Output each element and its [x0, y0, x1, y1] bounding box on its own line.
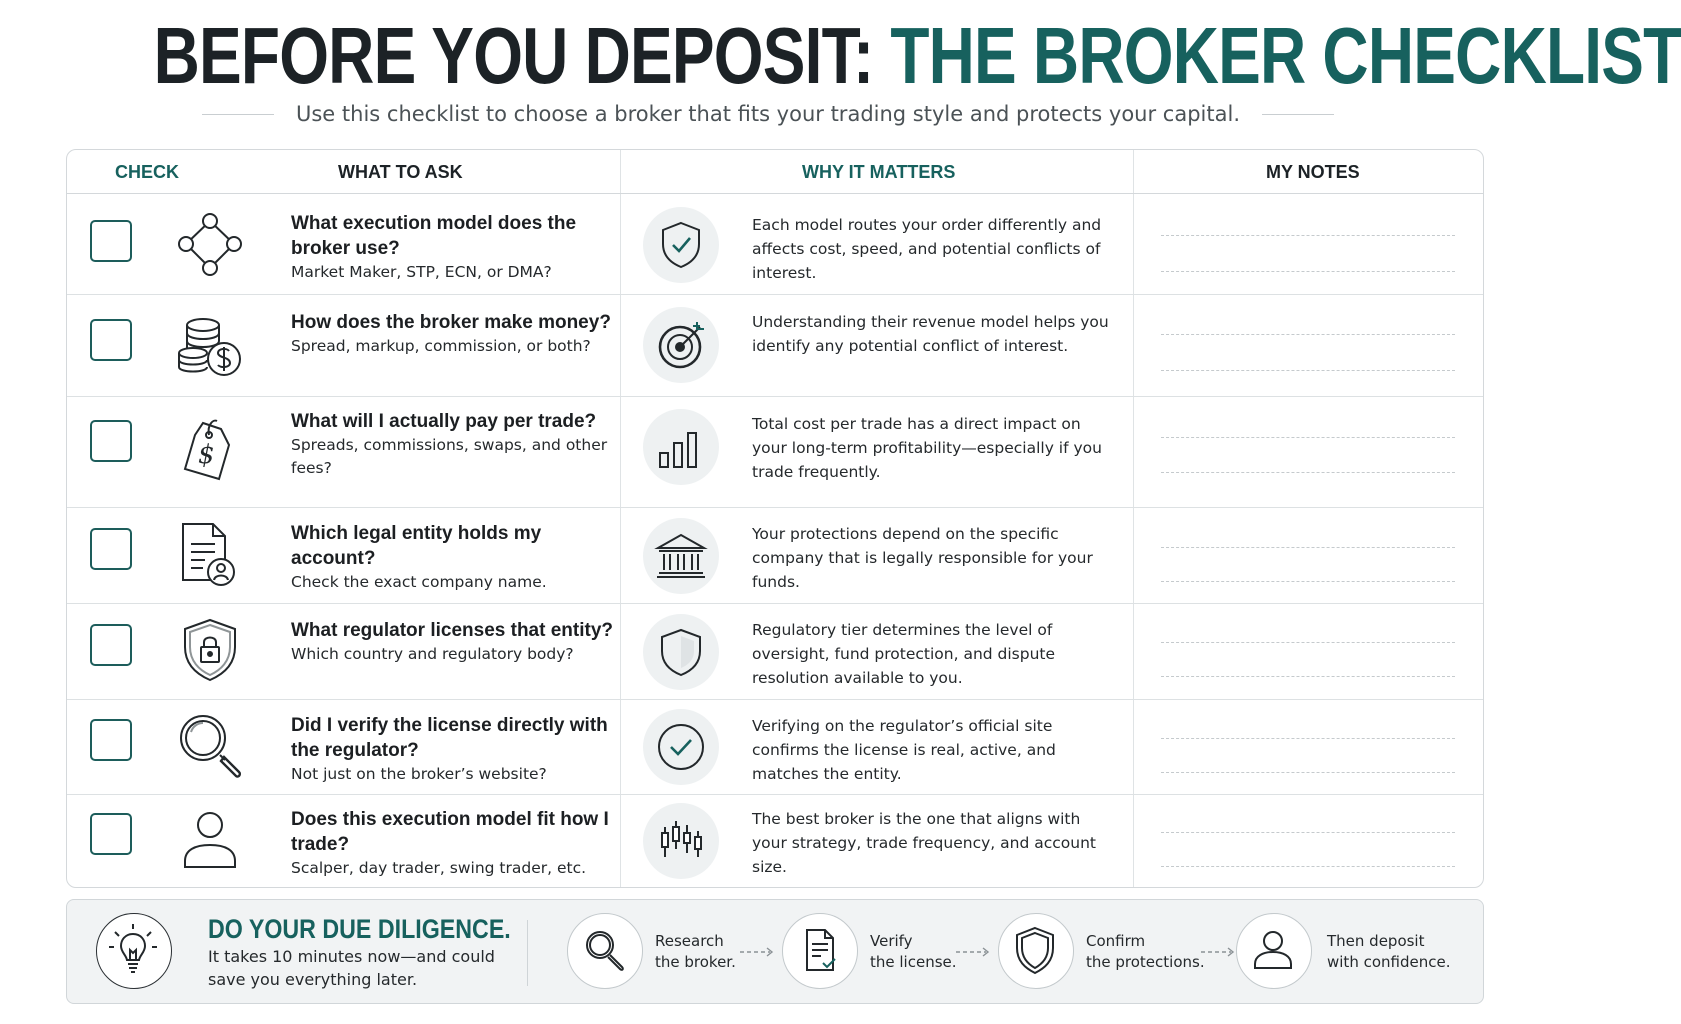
step-label-line2: the license. — [870, 953, 957, 971]
step-label-line2: with confidence. — [1327, 953, 1451, 971]
column-header-check: CHECK — [115, 162, 180, 182]
question-title: Does this execution model fit how I trade? — [291, 809, 609, 855]
checklist-table — [66, 149, 1484, 888]
table-row — [67, 195, 1483, 295]
arrow-right-icon — [955, 943, 991, 955]
why-text: Regulatory tier determines the level of oversight, fund protection, and dispute resolution available to you. — [752, 621, 1056, 687]
svg-text:$: $ — [198, 440, 215, 470]
why-text: Understanding their revenue model helps you identify any potential conflict of interest. — [752, 313, 1109, 355]
title-part-1: BEFORE YOU DEPOSIT: — [153, 11, 874, 100]
magnifier-icon — [568, 914, 641, 987]
user-icon — [1237, 914, 1310, 987]
step-deposit — [1236, 913, 1312, 989]
table-row — [67, 397, 1483, 508]
question-title: Did I verify the license directly with the regulator? — [291, 715, 608, 761]
step-confirm — [998, 913, 1074, 989]
page-title — [153, 11, 1681, 100]
price-tag-icon — [171, 411, 249, 489]
candlestick-icon — [643, 803, 719, 879]
document-check-icon — [783, 914, 856, 987]
step-research — [567, 913, 643, 989]
question-cell — [291, 310, 621, 358]
notes-line[interactable] — [1161, 832, 1455, 833]
step-label-line1: Verify — [870, 932, 913, 950]
notes-line[interactable] — [1161, 642, 1455, 643]
step-label-line2: the protections. — [1086, 953, 1205, 971]
question-detail: Spreads, commissions, swaps, and other fees? — [291, 436, 608, 477]
notes-line[interactable] — [1161, 271, 1455, 272]
question-detail: Not just on the broker’s website? — [291, 765, 547, 783]
bar-chart-icon — [643, 409, 719, 485]
network-nodes-icon — [171, 207, 249, 285]
step-label-line1: Then deposit — [1327, 932, 1425, 950]
question-title: What will I actually pay per trade? — [291, 411, 597, 432]
question-cell — [291, 807, 621, 880]
question-detail: Which country and regulatory body? — [291, 645, 574, 663]
column-header-why: WHY IT MATTERS — [802, 162, 956, 182]
bank-icon — [643, 518, 719, 594]
why-text: Verifying on the regulator’s official site confirms the license is real, active, and matches the entity. — [752, 717, 1056, 783]
why-text: Each model routes your order differently and affects cost, speed, and potential conflicts of interest. — [752, 216, 1102, 282]
question-title: Which legal entity holds my account? — [291, 523, 542, 569]
banner-subtitle: It takes 10 minutes now—and could save you everything later. — [208, 947, 495, 989]
row-checkbox[interactable] — [90, 719, 132, 761]
coins-dollar-icon — [171, 307, 249, 385]
step-verify — [782, 913, 858, 989]
shield-check-icon — [643, 207, 719, 283]
table-row — [67, 295, 1483, 397]
arrow-right-icon — [1200, 943, 1236, 955]
lightbulb-icon — [96, 913, 172, 989]
why-text: Total cost per trade has a direct impact on your long-term profitability—especially if you trade frequently. — [752, 415, 1102, 481]
question-cell — [291, 713, 621, 786]
why-text: The best broker is the one that aligns with your strategy, trade frequency, and account size. — [752, 810, 1096, 876]
row-checkbox[interactable] — [90, 319, 132, 361]
question-title: What regulator licenses that entity? — [291, 620, 613, 641]
arrow-right-icon — [739, 943, 775, 955]
question-title: What execution model does the broker use? — [291, 213, 577, 259]
row-checkbox[interactable] — [90, 624, 132, 666]
question-cell — [291, 521, 621, 594]
notes-line[interactable] — [1161, 334, 1455, 335]
question-detail: Scalper, day trader, swing trader, etc. — [291, 859, 587, 877]
table-row — [67, 700, 1483, 795]
question-cell — [291, 618, 621, 666]
column-header-notes: MY NOTES — [1266, 162, 1360, 182]
subtitle-row — [0, 98, 1536, 130]
due-diligence-banner — [66, 899, 1484, 1004]
notes-line[interactable] — [1161, 547, 1455, 548]
question-detail: Market Maker, STP, ECN, or DMA? — [291, 263, 552, 281]
table-row — [67, 604, 1483, 700]
step-label-line1: Research — [655, 932, 724, 950]
target-icon — [643, 307, 719, 383]
row-checkbox[interactable] — [90, 813, 132, 855]
notes-line[interactable] — [1161, 472, 1455, 473]
step-label — [1086, 931, 1205, 973]
notes-line[interactable] — [1161, 738, 1455, 739]
step-label — [655, 931, 736, 973]
table-header — [67, 150, 1483, 194]
table-row — [67, 508, 1483, 604]
divider-right — [1262, 114, 1334, 115]
notes-line[interactable] — [1161, 581, 1455, 582]
notes-line[interactable] — [1161, 676, 1455, 677]
table-row — [67, 795, 1483, 889]
step-label-line1: Confirm — [1086, 932, 1146, 950]
question-detail: Check the exact company name. — [291, 573, 547, 591]
notes-line[interactable] — [1161, 235, 1455, 236]
column-header-ask: WHAT TO ASK — [338, 162, 463, 182]
notes-line[interactable] — [1161, 437, 1455, 438]
notes-line[interactable] — [1161, 772, 1455, 773]
shield-lock-icon — [171, 612, 249, 690]
why-text: Your protections depend on the specific company that is legally responsible for your funds. — [752, 525, 1093, 591]
row-checkbox[interactable] — [90, 420, 132, 462]
step-label — [870, 931, 957, 973]
question-detail: Spread, markup, commission, or both? — [291, 337, 591, 355]
row-checkbox[interactable] — [90, 220, 132, 262]
step-label-line2: the broker. — [655, 953, 736, 971]
question-cell — [291, 211, 621, 284]
shield-icon — [999, 914, 1072, 987]
divider-left — [202, 114, 274, 115]
shield-icon — [643, 614, 719, 690]
check-circle-icon — [643, 709, 719, 785]
question-title: How does the broker make money? — [291, 312, 611, 333]
page-subtitle: Use this checklist to choose a broker that fits your trading style and protects your capital. — [296, 102, 1240, 126]
document-user-icon — [171, 516, 249, 594]
notes-line[interactable] — [1161, 370, 1455, 371]
question-cell — [291, 409, 621, 480]
notes-line[interactable] — [1161, 866, 1455, 867]
banner-divider — [527, 920, 528, 986]
banner-title: DO YOUR DUE DILIGENCE. — [208, 914, 511, 944]
step-label — [1327, 931, 1450, 973]
user-icon — [171, 803, 249, 881]
title-part-2: THE BROKER CHECKLIST — [890, 11, 1681, 100]
row-checkbox[interactable] — [90, 528, 132, 570]
magnifier-icon — [171, 708, 249, 786]
